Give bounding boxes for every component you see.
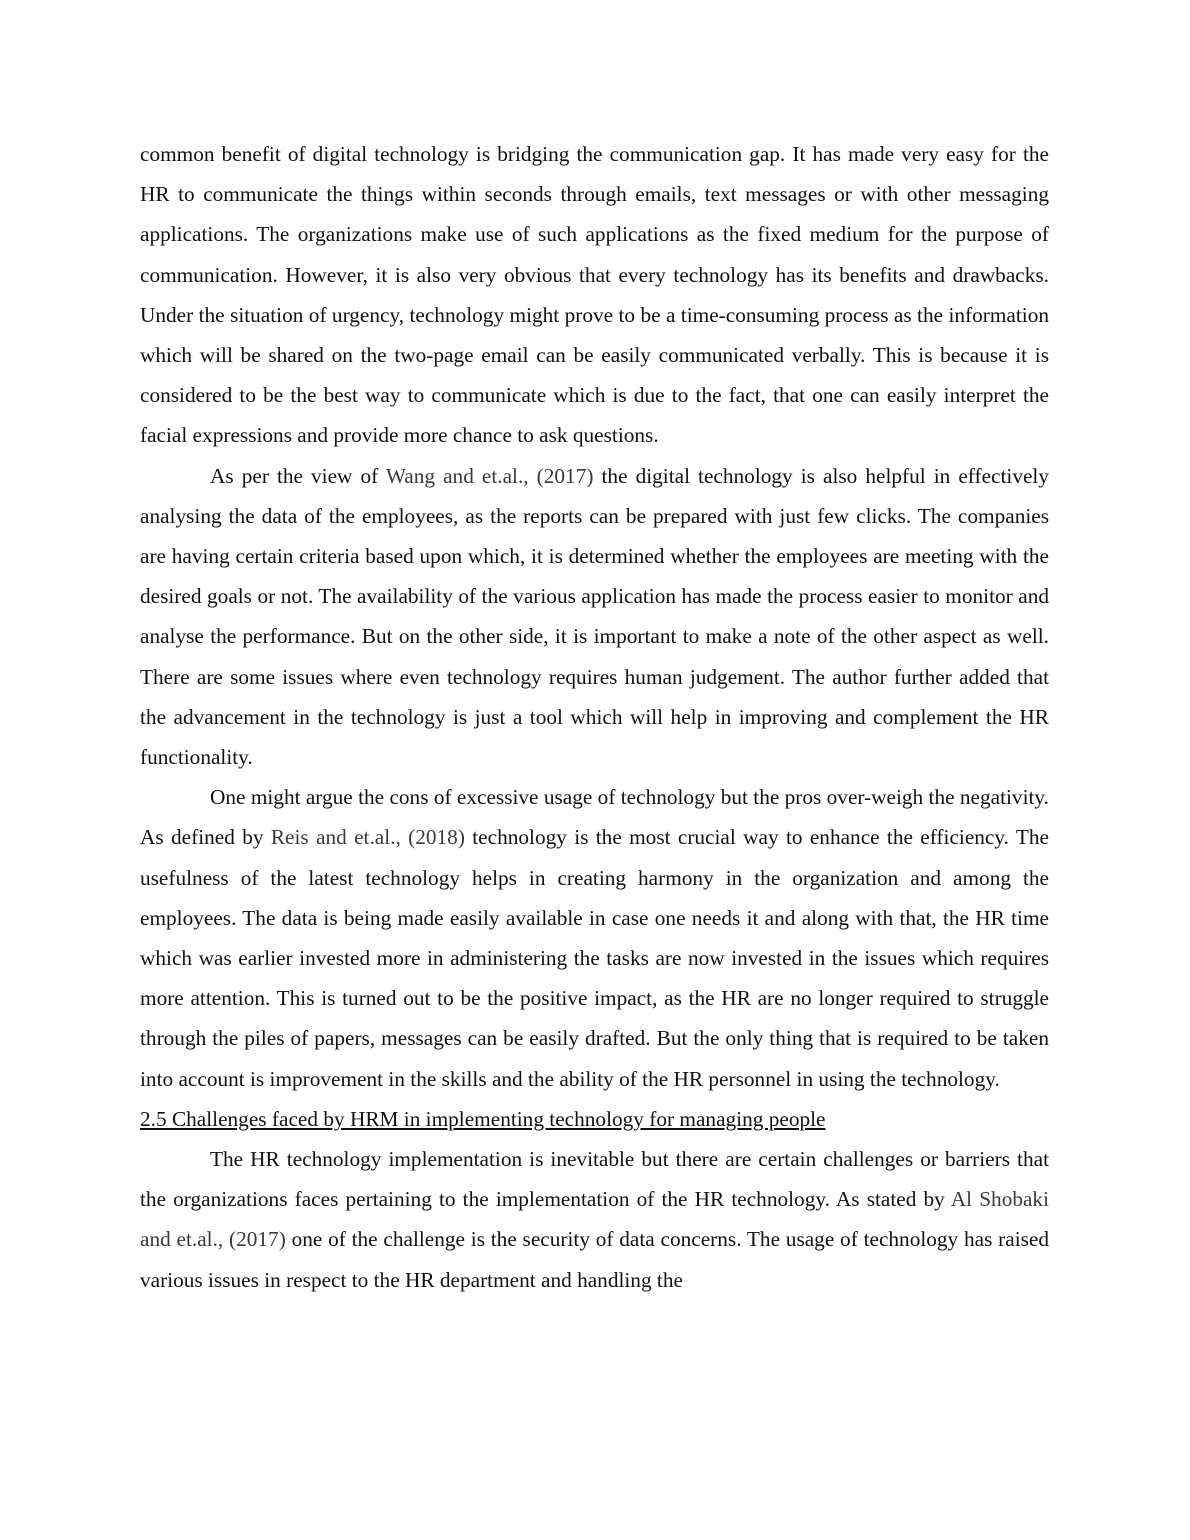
paragraph-reis: [140, 777, 1049, 1099]
paragraph-text: As per the view of: [210, 463, 386, 488]
paragraph-text: The HR technology implementation is inevitable but there are certain challenges or barriers that the organizations faces pertaining to the implementation of the HR technology. As stated by: [140, 1147, 1049, 1212]
body-text: [140, 134, 1049, 1300]
paragraph-text: the digital technology is also helpful in effectively analysing the data of the employees, as the reports can be prepared with just few clicks. The companies are having certain criteria based upon which, it is determined whether the employees are meeting with the desired goals or not. The availability of the various application has made the process easier to monitor and analyse the performance. But on the other side, it is important to make a note of the other aspect as well. There are some issues where even technology requires human judgement. The author further added that the advancement in the technology is just a tool which will help in improving and complement the HR functionality.: [140, 463, 1049, 770]
paragraph-wang: [140, 456, 1049, 778]
paragraph-text: technology is the most crucial way to enhance the efficiency. The usefulness of the latest technology helps in creating harmony in the organization and among the employees. The data is being made easily available in case one needs it and along with that, the HR time which was earlier invested more in administering the tasks are now invested in the issues which requires more attention. This is turned out to be the positive impact, as the HR are no longer required to struggle through the piles of papers, messages can be easily drafted. But the only thing that is required to be taken into account is improvement in the skills and the ability of the HR personnel in using the technology.: [140, 825, 1050, 1091]
section-heading: 2.5 Challenges faced by HRM in implementing technology for managing people: [140, 1106, 826, 1131]
citation-reis: Reis and et.al., (2018): [270, 825, 465, 850]
paragraph-text: One might argue the cons of excessive usage of technology but the pros over-weigh the negativity. As defined by: [140, 785, 1049, 850]
citation-wang: Wang and et.al., (2017): [385, 463, 594, 488]
paragraph-text: one of the challenge is the security of data concerns. The usage of technology has raised various issues in respect to the HR department and handling the: [140, 1227, 1049, 1292]
paragraph-al-shobaki: [140, 1139, 1049, 1300]
paragraph-communication-gap: common benefit of digital technology is bridging the communication gap. It has made very easy for the HR to communicate the things within seconds through emails, text messages or with other messaging applications. The organizations make use of such applications as the fixed medium for the purpose of communication. However, it is also very obvious that every technology has its benefits and drawbacks. Under the situation of urgency, technology might prove to be a time-consuming process as the information which will be shared on the two-page email can be easily communicated verbally. This is because it is considered to be the best way to communicate which is due to the fact, that one can easily interpret the facial expressions and provide more chance to ask questions.: [140, 142, 1049, 448]
citation-al-shobaki: Al Shobaki and et.al., (2017): [140, 1187, 1050, 1252]
